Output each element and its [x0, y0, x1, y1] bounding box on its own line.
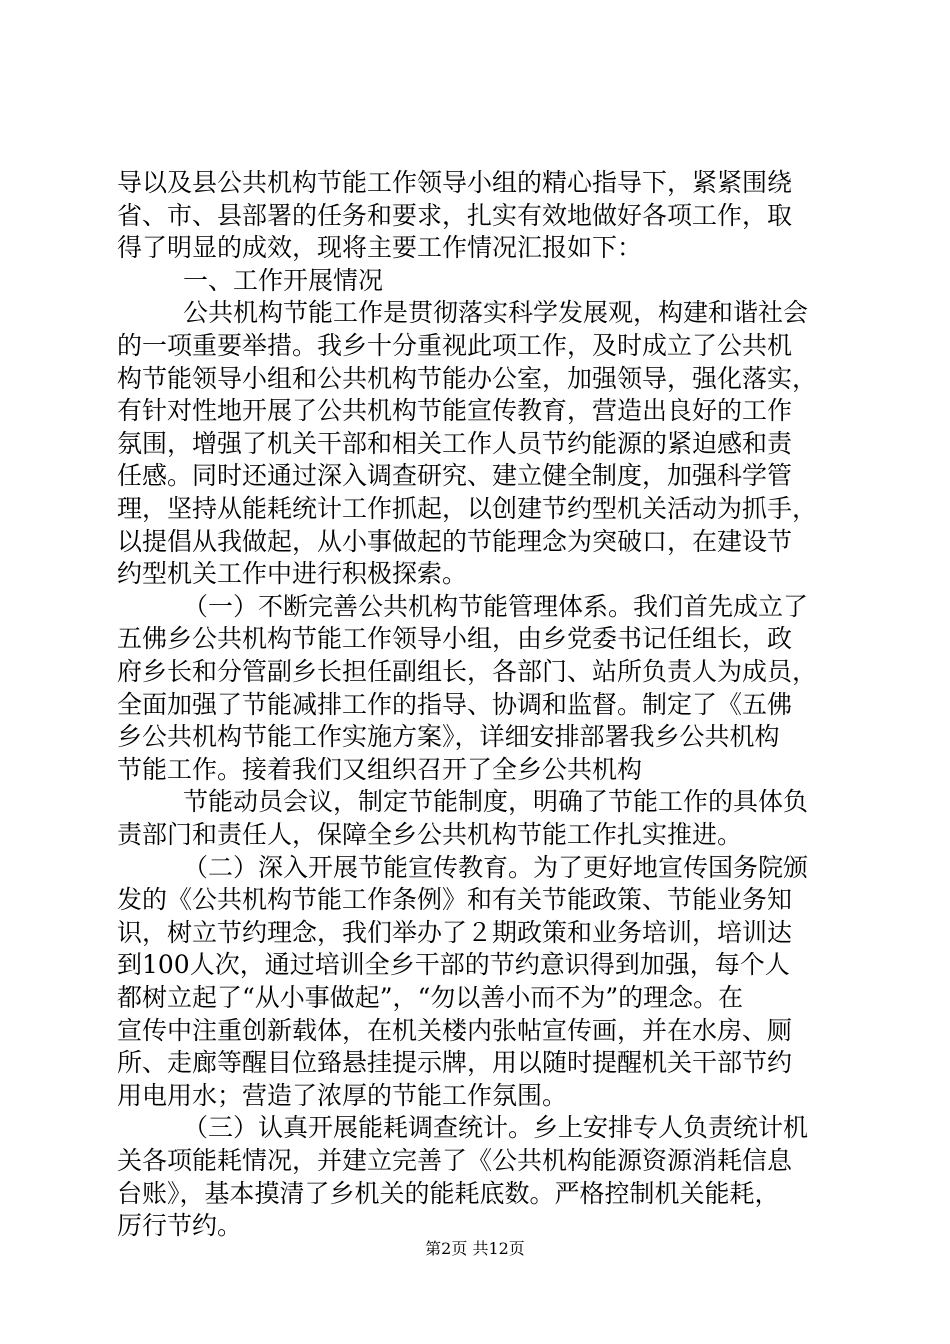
text-line: 公共机构节能工作是贯彻落实科学发展观，构建和谐社会 — [183, 298, 809, 328]
text-line: 以提倡从我做起，从小事做起的节能理念为突破口，在建设节 — [117, 526, 793, 556]
text-line: 理，坚持从能耗统计工作抓起，以创建节约型机关活动为抓手， — [117, 494, 818, 523]
subsection-line: （一）不断完善公共机构节能管理体系。我们首先成立了 — [183, 591, 809, 621]
text-line: 导以及县公共机构节能工作领导小组的精心指导下，紧紧围绕 — [117, 168, 793, 197]
text-line: 到100人次，通过培训全乡干部的节约意识得到加强，每个人 — [117, 950, 790, 980]
text-line: 识，树立节约理念，我们举办了２期政策和业务培训，培训达 — [117, 917, 793, 947]
subsection-line: （二）深入开展节能宣传教育。为了更好地宣传国务院颁 — [183, 852, 809, 882]
text-line: 氛围，增强了机关干部和相关工作人员节约能源的紧迫感和责 — [117, 428, 793, 458]
text-line: 有针对性地开展了公共机构节能宣传教育，营造出良好的工作 — [117, 396, 793, 426]
text-line: 府乡长和分管副乡长担任副组长，各部门、站所负责人为成员， — [117, 657, 818, 686]
text-line: 得了明显的成效，现将主要工作情况汇报如下： — [117, 233, 643, 263]
section-heading: 一、工作开展情况 — [183, 265, 384, 295]
text-line: 台账》，基本摸清了乡机关的能耗底数。严格控制机关能耗， — [117, 1178, 780, 1208]
text-line: 责部门和责任人，保障全乡公共机构节能工作扎实推进。 — [117, 820, 743, 849]
text-line: 乡公共机构节能工作实施方案》，详细安排部署我乡公共机构 — [117, 722, 780, 752]
subsection-line: （三）认真开展能耗调查统计。乡上安排专人负责统计机 — [183, 1113, 809, 1143]
text-line: 厉行节约。 — [117, 1211, 243, 1241]
text-line: 都树立起了“从小事做起”，“勿以善小而不为”的理念。在 — [117, 983, 744, 1012]
text-line: 用电用水；营造了浓厚的节能工作氛围。 — [117, 1080, 568, 1110]
text-line: 所、走廊等醒目位臵悬挂提示牌，用以随时提醒机关干部节约 — [117, 1048, 793, 1078]
text-line: 构节能领导小组和公共机构节能办公室，加强领导，强化落实， — [117, 363, 818, 393]
text-line: 关各项能耗情况，并建立完善了《公共机构能源资源消耗信息 — [117, 1146, 793, 1175]
text-line: 五佛乡公共机构节能工作领导小组，由乡党委书记任组长，政 — [117, 624, 793, 654]
page-number-footer: 第2页 共12页 — [425, 1239, 525, 1258]
text-line: 节能工作。接着我们又组织召开了全乡公共机构 — [117, 754, 643, 784]
text-line: 节能动员会议，制定节能制度，明确了节能工作的具体负 — [183, 787, 809, 817]
text-line: 的一项重要举措。我乡十分重视此项工作，及时成立了公共机 — [117, 331, 793, 360]
text-line: 发的《公共机构节能工作条例》和有关节能政策、节能业务知 — [117, 885, 793, 915]
text-line: 约型机关工作中进行积极探索。 — [117, 559, 468, 589]
text-line: 任感。同时还通过深入调查研究、建立健全制度，加强科学管 — [117, 461, 793, 491]
text-line: 宣传中注重创新载体，在机关楼内张帖宣传画，并在水房、厕 — [117, 1015, 793, 1045]
text-line: 省、市、县部署的任务和要求，扎实有效地做好各项工作，取 — [117, 200, 793, 230]
text-line: 全面加强了节能减排工作的指导、协调和监督。制定了《五佛 — [117, 689, 793, 719]
